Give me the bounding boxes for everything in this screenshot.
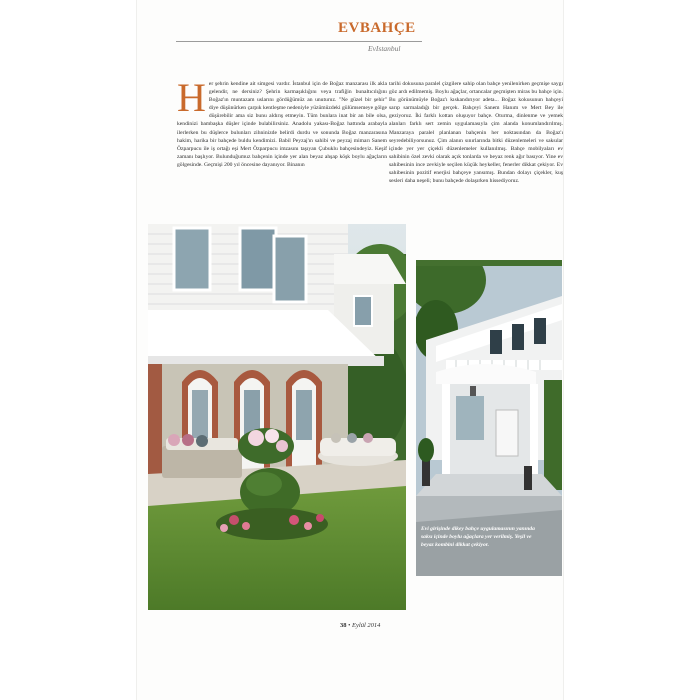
drop-cap: H (177, 80, 206, 120)
photo-caption: Evi girişinde dikey bahçe uygulamasının yanında saksı içinde boylu ağaçlara yer verilmiş. Yeşil ve beyaz kombini dikkat çekiyor. (421, 526, 535, 548)
footer-separator: • (348, 622, 353, 629)
section-label: EvIstanbul (368, 44, 401, 53)
page-footer (340, 622, 380, 629)
article-text-1: er şehrin kendine ait simgesi vardır. İstanbul için de Boğaz manzarası ilk akla gelendir, ne dersiniz? Şehrin karmaşıklığını veya trafiğin bunaltıcılığını Boğaz'ın muntazam uslarını gördüğümüz an unuturuz. "Ne güzel bir şehir" diye düşünürken çarpık kentleşme nedeniyle yüzümüzdeki gülümsemeye gölge düşürebilir ama siz bunu aldırış etmeyin. Tüm bunlara inat bir an bile olsa, kendinizi bambaşka düşler içinde bulabilirsiniz. Anadolu yakası-Boğaz hattında arabayla ilerlerken bu düşlerce bulunları zihninizde belirdi durdu ve sonunda Boğaz manzarasına hakim, harika bir bahçede buldu kendimizi. Babil Peyzaj'ın sahibi ve peyzaj mimarı Sanem Özparpucu ile iş ortağı eşi Mert Özparpucu imzasını taşıyan Çubuklu bahçesindeyiz. Keşif zamanı başlıyor. Bulunduğumuz bahçenin içinde yer alan beyaz ahşap köşk boylu ağaçların gölgesinde. Geçmişi 200 yıl öncesine dayanıyor. Binanın (177, 81, 387, 168)
garden-mansion-photo (148, 224, 406, 610)
magazine-brand: EVBAHÇE (338, 20, 416, 36)
header-rule (176, 41, 422, 42)
garden-mansion-illustration (148, 224, 406, 610)
page-number: 38 (340, 622, 347, 629)
issue-date: Eylül 2014 (352, 622, 381, 629)
article-text-2: tarihi dokusuna paralel çizgilere sahip olan bahçe yenilenirken geçmişe saygı göz ardı edilmemiş. Boylu ağaçlar, ortancalar geçmişten miras bu bahçe için. Bu görünümüyle Boğaz'ı kıskandırıyor adeta... Boğaz kokusunun bahçeyi sarıp sarmaladığı bir gerçek. Bahçeyi Sanem Hanım ve Mert Bey ile geziyoruz. İki farklı kottan oluşuyor bahçe. Oturma, dinlenme ve yemek alanları farklı sert zemin uygulamasıyla çim alanda konumlandırılmış. Manzaraya paralel planlanan bahçenin her noktasından da Boğaz'ı seyredebiliyorsunuz. Çim alanın sınırlarında bitki düzenlemeleri ve saksılar içinde yer yer çiçekli düzenlemeler kullanılmış. Bahçe mobilyaları ev sahibinin özel zevki olarak açık tonlarda ve beyaz renk ağır basıyor. Yine ev sahibesinin ince zevkiyle seçilen küçük heykeller, fenerler dikkat çekiyor. Ev sahibesinin pozitif enerjisi bahçeye yansımış. Bundan dolayı çiçekler, kuş sesleri daha neşeli; bunu bahçede dolaşırken hissediyoruz. (389, 81, 563, 185)
article-column-2 (389, 80, 563, 210)
